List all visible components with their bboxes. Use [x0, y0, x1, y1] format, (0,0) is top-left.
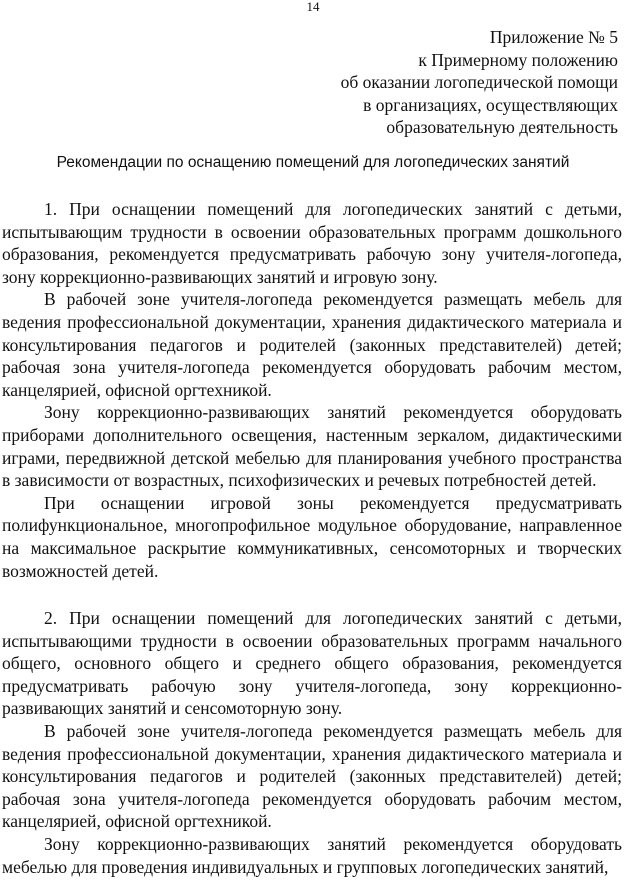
paragraph: В рабочей зоне учителя-логопеда рекомендуется размещать мебель для ведения профессиональной документации, хранения дидактического материала и консультирования педагогов и родителей (законных представителей) детей; рабочая зона учителя-логопеда рекомендуется оборудовать рабочим местом, канцелярией, офисной оргтехникой. [2, 289, 622, 400]
paragraph: Зону коррекционно-развивающих занятий рекомендуется оборудовать приборами дополнительного освещения, настенным зеркалом, дидактическими играми, передвижной детской мебелью для планирования учебного пространства в зависимости от возрастных, психофизических и речевых потребностей детей. [2, 402, 622, 491]
paragraph: 2. При оснащении помещений для логопедических занятий с детьми, испытывающими трудности в освоении образовательных программ начального общего, основного общего и среднего общего образования, рекомендуется предусматривать рабочую зону учителя-логопеда, зону коррекционно-развивающих занятий и сенсомоторную зону. [2, 608, 622, 719]
annex-line: в организациях, осуществляющих [363, 94, 618, 115]
annex-header [341, 26, 618, 139]
annex-line: к Примерному положению [418, 49, 618, 70]
annex-line: об оказании логопедической помощи [340, 72, 618, 92]
annex-line: Приложение № 5 [489, 27, 618, 47]
paragraph: При оснащении игровой зоны рекомендуется предусматривать полифункциональное, многопрофильное модульное оборудование, направленное на максимальное раскрытие коммуникативных, сенсомоторных и творческих возможностей детей. [2, 492, 622, 581]
annex-line: образовательную деятельность [386, 117, 618, 137]
paragraph: Зону коррекционно-развивающих занятий рекомендуется оборудовать мебелью для проведения индивидуальных и групповых логопедических занятий, [2, 833, 622, 877]
page-number: 14 [306, 0, 320, 14]
section-2 [2, 607, 622, 878]
document-title: Рекомендации по оснащению помещений для логопедических занятий [56, 154, 570, 171]
paragraph: В рабочей зоне учителя-логопеда рекомендуется размещать мебель для ведения профессиональной документации, хранения дидактического материала и консультирования педагогов и родителей (законных представителей) детей; рабочая зона учителя-логопеда рекомендуется оборудовать рабочим местом, канцелярией, офисной оргтехникой. [2, 720, 622, 832]
paragraph: 1. При оснащении помещений для логопедических занятий с детьми, испытывающим трудности в освоении образовательных программ дошкольного образования, рекомендуется предусматривать рабочую зону учителя-логопеда, зону коррекционно-развивающих занятий и игровую зону. [2, 199, 622, 287]
section-1 [2, 198, 622, 582]
